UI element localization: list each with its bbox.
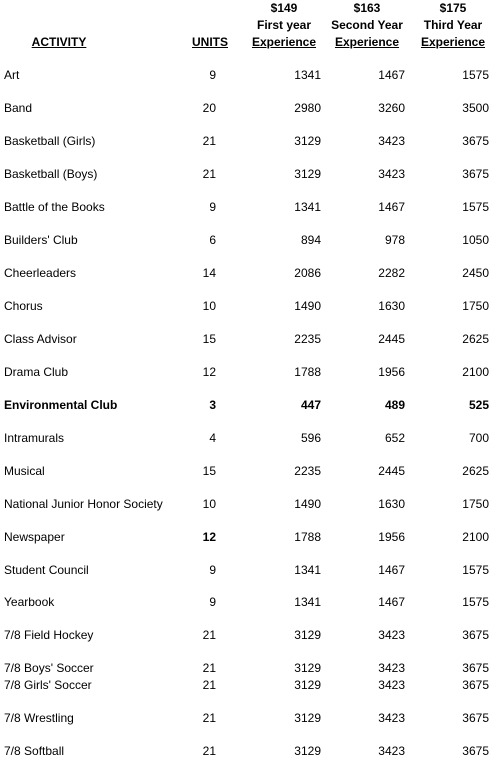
activity-cell: Art xyxy=(4,68,20,82)
year3-cell: 1575 xyxy=(462,563,489,577)
year1-cell: 1490 xyxy=(294,497,321,511)
year2-cell: 3423 xyxy=(378,711,405,725)
activity-cell: Builders' Club xyxy=(4,233,78,247)
units-cell: 10 xyxy=(202,497,216,511)
year3-cell: 3500 xyxy=(462,101,489,115)
year2-cell: 1467 xyxy=(378,595,405,609)
table-row xyxy=(0,463,494,479)
units-cell: 9 xyxy=(209,200,216,214)
table-row xyxy=(0,133,494,149)
year1-cell: 3129 xyxy=(294,678,321,692)
activity-cell: Newspaper xyxy=(4,530,65,544)
year1-cell: 3129 xyxy=(294,711,321,725)
table-row xyxy=(0,594,494,610)
year1-cell: 3129 xyxy=(294,661,321,675)
header-year2-line2: Experience xyxy=(334,35,400,49)
year3-cell: 2625 xyxy=(462,464,489,478)
year1-cell: 1788 xyxy=(294,530,321,544)
year1-cell: 447 xyxy=(300,398,321,412)
activity-cell: 7/8 Softball xyxy=(4,744,65,758)
year2-cell: 3423 xyxy=(378,628,405,642)
activity-cell: Chorus xyxy=(4,299,43,313)
activity-cell: Basketball (Girls) xyxy=(4,134,96,148)
activity-cell: Basketball (Boys) xyxy=(4,167,98,181)
activity-cell: Intramurals xyxy=(4,431,65,445)
table-row xyxy=(0,677,494,693)
activity-cell: Musical xyxy=(4,464,45,478)
table-row xyxy=(0,364,494,380)
table-row xyxy=(0,529,494,545)
activity-cell: 7/8 Boys' Soccer xyxy=(4,661,94,675)
year2-cell: 1956 xyxy=(378,530,405,544)
units-cell: 12 xyxy=(202,530,216,544)
units-cell: 15 xyxy=(202,332,216,346)
year2-cell: 1956 xyxy=(378,365,405,379)
header-units-label: UNITS xyxy=(192,35,228,49)
year3-cell: 525 xyxy=(468,398,489,412)
table-row xyxy=(0,562,494,578)
year3-cell: 3675 xyxy=(462,744,489,758)
year3-cell: 3675 xyxy=(462,678,489,692)
year2-cell: 1467 xyxy=(378,200,405,214)
year1-cell: 3129 xyxy=(294,744,321,758)
header-year1-line1: First year xyxy=(256,18,312,32)
year1-cell: 3129 xyxy=(294,167,321,181)
activity-cell: Drama Club xyxy=(4,365,69,379)
activity-cell: 7/8 Field Hockey xyxy=(4,628,94,642)
units-cell: 3 xyxy=(209,398,216,412)
year2-cell: 3423 xyxy=(378,678,405,692)
units-cell: 9 xyxy=(209,563,216,577)
year2-cell: 3260 xyxy=(378,101,405,115)
year3-cell: 3675 xyxy=(462,661,489,675)
header-year2 xyxy=(326,0,408,51)
year1-cell: 596 xyxy=(300,431,321,445)
year1-cell: 2235 xyxy=(294,464,321,478)
table-row xyxy=(0,232,494,248)
year3-cell: 2100 xyxy=(462,530,489,544)
year2-cell: 3423 xyxy=(378,134,405,148)
table-row xyxy=(0,67,494,83)
header-year3 xyxy=(414,0,492,51)
table-row xyxy=(0,397,494,413)
year3-cell: 2100 xyxy=(462,365,489,379)
year3-cell: 3675 xyxy=(462,628,489,642)
year2-cell: 652 xyxy=(384,431,405,445)
table-row xyxy=(0,331,494,347)
table-row xyxy=(0,710,494,726)
units-cell: 21 xyxy=(202,711,216,725)
header-year3-line2: Experience xyxy=(420,35,486,49)
year2-cell: 3423 xyxy=(378,661,405,675)
header-year2-line1: Second Year xyxy=(331,18,403,32)
units-cell: 12 xyxy=(202,365,216,379)
year2-cell: 978 xyxy=(384,233,405,247)
year2-cell: 489 xyxy=(384,398,405,412)
table-row xyxy=(0,496,494,512)
activity-cell: 7/8 Wrestling xyxy=(4,711,74,725)
header-units xyxy=(186,34,234,51)
units-cell: 21 xyxy=(202,661,216,675)
activity-cell: Class Advisor xyxy=(4,332,77,346)
header-year1 xyxy=(246,0,322,51)
table-row xyxy=(0,199,494,215)
units-cell: 9 xyxy=(209,595,216,609)
year3-cell: 1750 xyxy=(462,299,489,313)
year3-cell: 700 xyxy=(468,431,489,445)
units-cell: 10 xyxy=(202,299,216,313)
activity-cell: Band xyxy=(4,101,33,115)
header-year3-line1: Third Year xyxy=(423,18,483,32)
units-cell: 20 xyxy=(202,101,216,115)
year1-cell: 3129 xyxy=(294,628,321,642)
header-year1-line2: Experience xyxy=(251,35,317,49)
units-cell: 4 xyxy=(209,431,216,445)
header-year2-rate: $163 xyxy=(353,1,381,15)
header-activity xyxy=(28,34,90,51)
year3-cell: 1050 xyxy=(462,233,489,247)
year1-cell: 2980 xyxy=(294,101,321,115)
year3-cell: 1750 xyxy=(462,497,489,511)
year2-cell: 3423 xyxy=(378,167,405,181)
units-cell: 21 xyxy=(202,134,216,148)
year3-cell: 1575 xyxy=(462,595,489,609)
table-row xyxy=(0,743,494,759)
units-cell: 21 xyxy=(202,744,216,758)
units-cell: 14 xyxy=(202,266,216,280)
table-row xyxy=(0,100,494,116)
year1-cell: 1341 xyxy=(294,563,321,577)
year2-cell: 3423 xyxy=(378,744,405,758)
header-year3-rate: $175 xyxy=(439,1,467,15)
year3-cell: 2450 xyxy=(462,266,489,280)
year1-cell: 1341 xyxy=(294,200,321,214)
year1-cell: 3129 xyxy=(294,134,321,148)
table-row xyxy=(0,265,494,281)
year2-cell: 1630 xyxy=(378,299,405,313)
year3-cell: 1575 xyxy=(462,200,489,214)
year1-cell: 1490 xyxy=(294,299,321,313)
table-row xyxy=(0,430,494,446)
year1-cell: 894 xyxy=(300,233,321,247)
year3-cell: 3675 xyxy=(462,711,489,725)
year1-cell: 1341 xyxy=(294,68,321,82)
header-activity-label: ACTIVITY xyxy=(31,35,87,49)
year1-cell: 1341 xyxy=(294,595,321,609)
activity-cell: National Junior Honor Society xyxy=(4,497,163,511)
table-row xyxy=(0,298,494,314)
activity-cell: Battle of the Books xyxy=(4,200,105,214)
year2-cell: 2445 xyxy=(378,464,405,478)
units-cell: 21 xyxy=(202,167,216,181)
table-row xyxy=(0,660,494,676)
activity-cell: Yearbook xyxy=(4,595,55,609)
year3-cell: 3675 xyxy=(462,167,489,181)
activity-cell: Student Council xyxy=(4,563,89,577)
year2-cell: 2282 xyxy=(378,266,405,280)
units-cell: 15 xyxy=(202,464,216,478)
year2-cell: 2445 xyxy=(378,332,405,346)
units-cell: 6 xyxy=(209,233,216,247)
activity-cell: Cheerleaders xyxy=(4,266,77,280)
year2-cell: 1467 xyxy=(378,563,405,577)
units-cell: 9 xyxy=(209,68,216,82)
year3-cell: 1575 xyxy=(462,68,489,82)
year2-cell: 1467 xyxy=(378,68,405,82)
units-cell: 21 xyxy=(202,678,216,692)
table-row xyxy=(0,166,494,182)
header-year1-rate: $149 xyxy=(270,1,298,15)
year2-cell: 1630 xyxy=(378,497,405,511)
year1-cell: 2086 xyxy=(294,266,321,280)
units-cell: 21 xyxy=(202,628,216,642)
year3-cell: 2625 xyxy=(462,332,489,346)
year1-cell: 2235 xyxy=(294,332,321,346)
activity-cell: 7/8 Girls' Soccer xyxy=(4,678,92,692)
year1-cell: 1788 xyxy=(294,365,321,379)
table-row xyxy=(0,627,494,643)
activity-cell: Environmental Club xyxy=(4,398,118,412)
year3-cell: 3675 xyxy=(462,134,489,148)
